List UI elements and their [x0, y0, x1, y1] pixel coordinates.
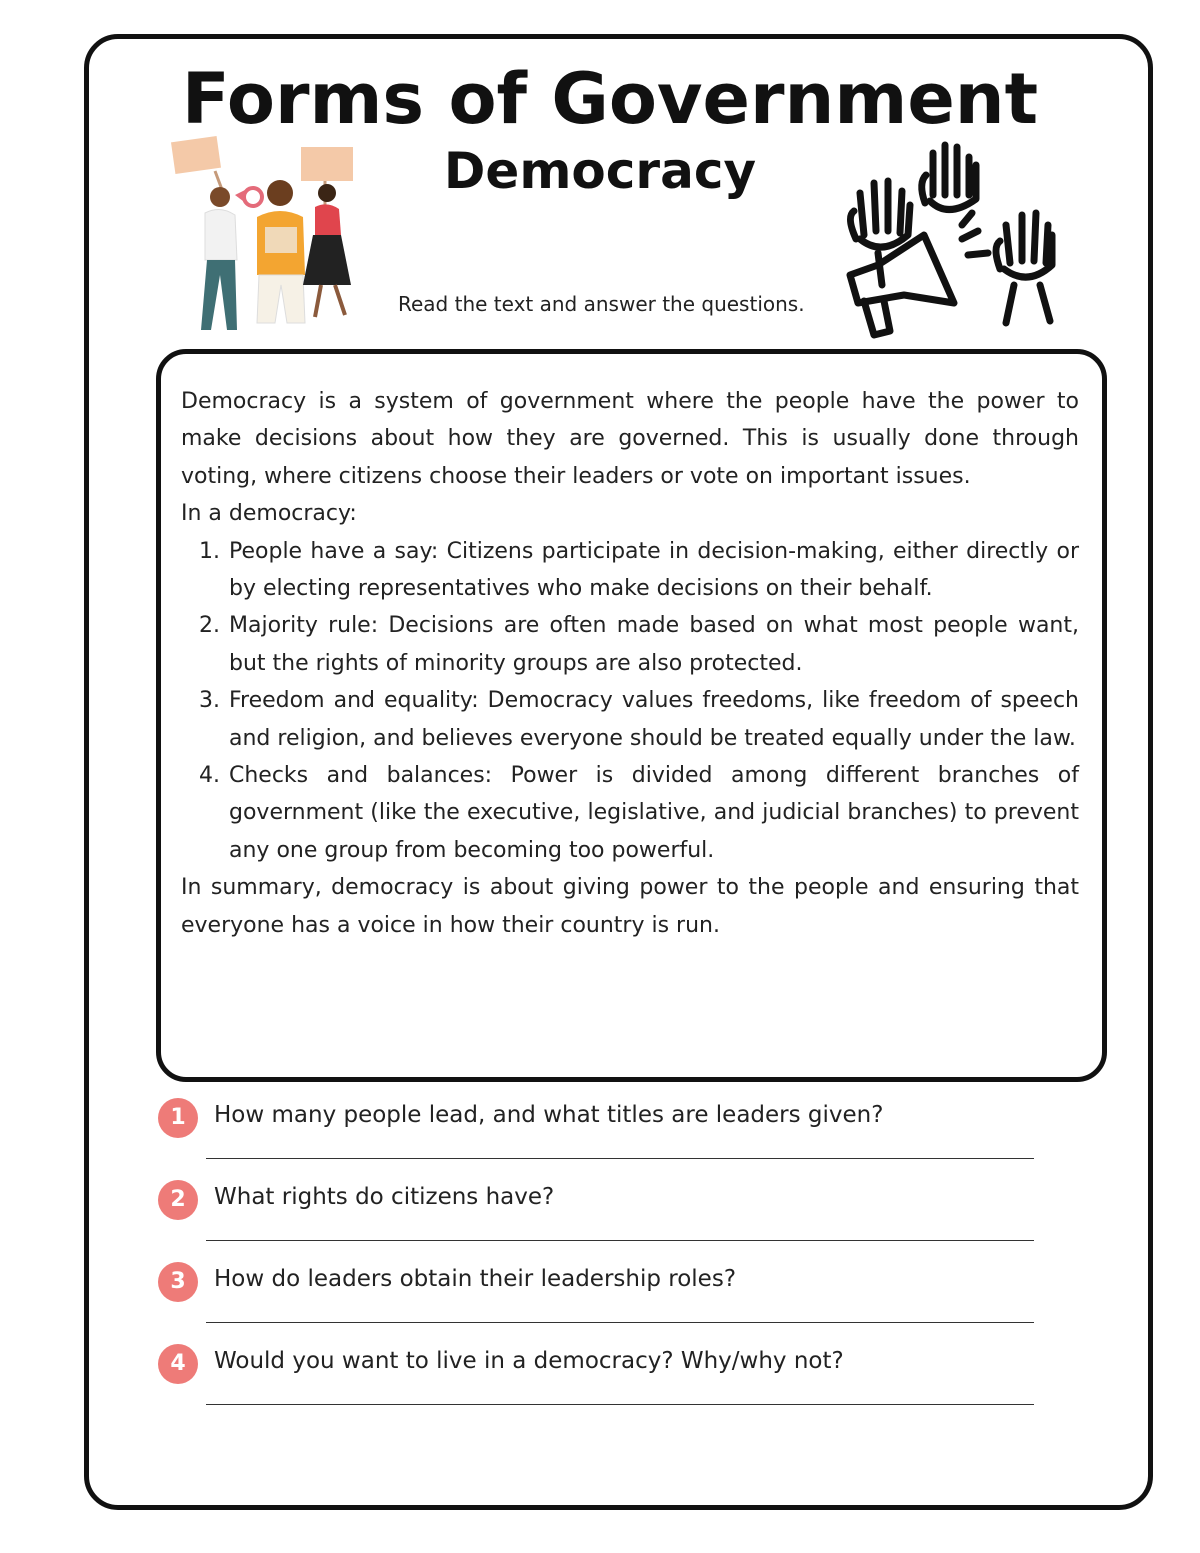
list-item: 1. People have a say: Citizens participate in decision-making, either directly or by electing representatives who make decisions on their behalf.: [227, 533, 1079, 608]
passage-summary: In summary, democracy is about giving power to the people and ensuring that everyone has a voice in how their country is run.: [181, 875, 1079, 938]
reading-passage: [181, 383, 1079, 944]
answer-line[interactable]: [206, 1158, 1034, 1159]
question-number-badge: 3: [158, 1262, 198, 1302]
list-item: 3. Freedom and equality: Democracy values freedoms, like freedom of speech and religion, and believes everyone should be treated equally under the law.: [227, 682, 1079, 757]
question-text: How many people lead, and what titles are leaders given?: [214, 1102, 884, 1128]
question-1: [158, 1098, 1058, 1178]
instruction-text: Read the text and answer the questions.: [398, 292, 805, 316]
question-text: How do leaders obtain their leadership roles?: [214, 1266, 737, 1292]
question-text: Would you want to live in a democracy? Why/why not?: [214, 1348, 844, 1374]
list-item: 2. Majority rule: Decisions are often made based on what most people want, but the rights of minority groups are also protected.: [227, 607, 1079, 682]
question-number-badge: 2: [158, 1180, 198, 1220]
page-subtitle: Democracy: [443, 142, 757, 200]
raised-hands-megaphone-icon: [838, 135, 1060, 347]
protesters-illustration: [165, 135, 370, 345]
question-number-badge: 1: [158, 1098, 198, 1138]
list-item: 4. Checks and balances: Power is divided among different branches of government (like the executive, legislative, and judicial branches) to prevent any one group from becoming too powerful.: [227, 757, 1079, 869]
answer-line[interactable]: [206, 1240, 1034, 1241]
passage-intro: Democracy is a system of government where the people have the power to make decisions about how they are governed. This is usually done through voting, where citizens choose their leaders or vote on important issues.: [181, 389, 1079, 489]
page-title: Forms of Government: [181, 58, 1039, 140]
passage-list-lead: In a democracy:: [181, 501, 357, 527]
question-text: What rights do citizens have?: [214, 1184, 555, 1210]
answer-line[interactable]: [206, 1322, 1034, 1323]
question-3: [158, 1262, 1058, 1342]
question-4: [158, 1344, 1058, 1424]
answer-line[interactable]: [206, 1404, 1034, 1405]
question-number-badge: 4: [158, 1344, 198, 1384]
democracy-features-list: [181, 533, 1079, 870]
question-2: [158, 1180, 1058, 1260]
